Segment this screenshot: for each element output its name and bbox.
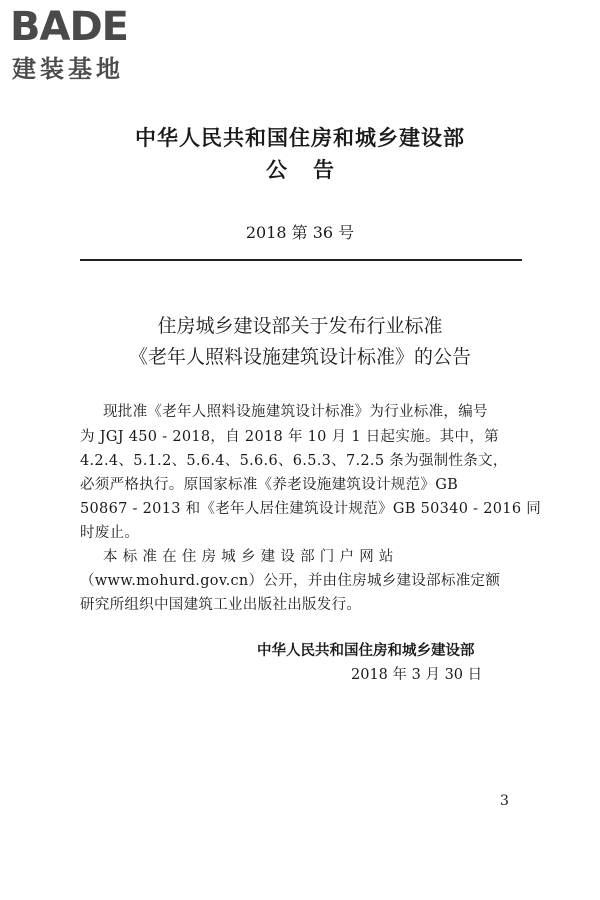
body-line: 必须严格执行。原国家标准《养老设施建筑设计规范》GB xyxy=(80,477,459,493)
body-line: （www.mohurd.gov.cn）公开，并由住房城乡建设部标准定额 xyxy=(80,573,501,589)
body-line: 时废止。 xyxy=(80,525,140,541)
header-divider xyxy=(80,259,522,261)
document-heading-line-1: 住房城乡建设部关于发布行业标准 xyxy=(157,315,443,337)
logo-subtitle: 建装基地 xyxy=(12,55,124,83)
signature-organization: 中华人民共和国住房和城乡建设部 xyxy=(257,642,475,659)
body-line: 50867 - 2013 和《老年人居住建筑设计规范》GB 50340 - 2016 同 xyxy=(80,501,542,517)
document-heading-line-2: 《老年人照料设施建筑设计标准》的公告 xyxy=(128,346,471,368)
issuing-ministry-title: 中华人民共和国住房和城乡建设部 xyxy=(135,125,465,150)
body-line: 4.2.4、5.1.2、5.6.4、5.6.6、6.5.3、7.2.5 条为强制性条文， xyxy=(80,453,508,469)
notice-number: 2018 第 36 号 xyxy=(245,223,355,242)
notice-title: 公告 xyxy=(266,157,360,182)
signature-date: 2018 年 3 月 30 日 xyxy=(351,667,483,683)
page-number: 3 xyxy=(500,793,509,809)
logo-mark: BADE xyxy=(10,4,128,50)
body-line: 研究所组织中国建筑工业出版社出版发行。 xyxy=(80,597,362,613)
body-line: 本 标 准 在 住 房 城 乡 建 设 部 门 户 网 站 xyxy=(103,549,394,565)
bade-logo xyxy=(10,4,180,90)
body-line: 为 JGJ 450 - 2018，自 2018 年 10 月 1 日起实施。其中，第 xyxy=(80,429,499,445)
body-line: 现批准《老年人照料设施建筑设计标准》为行业标准，编号 xyxy=(103,404,488,420)
